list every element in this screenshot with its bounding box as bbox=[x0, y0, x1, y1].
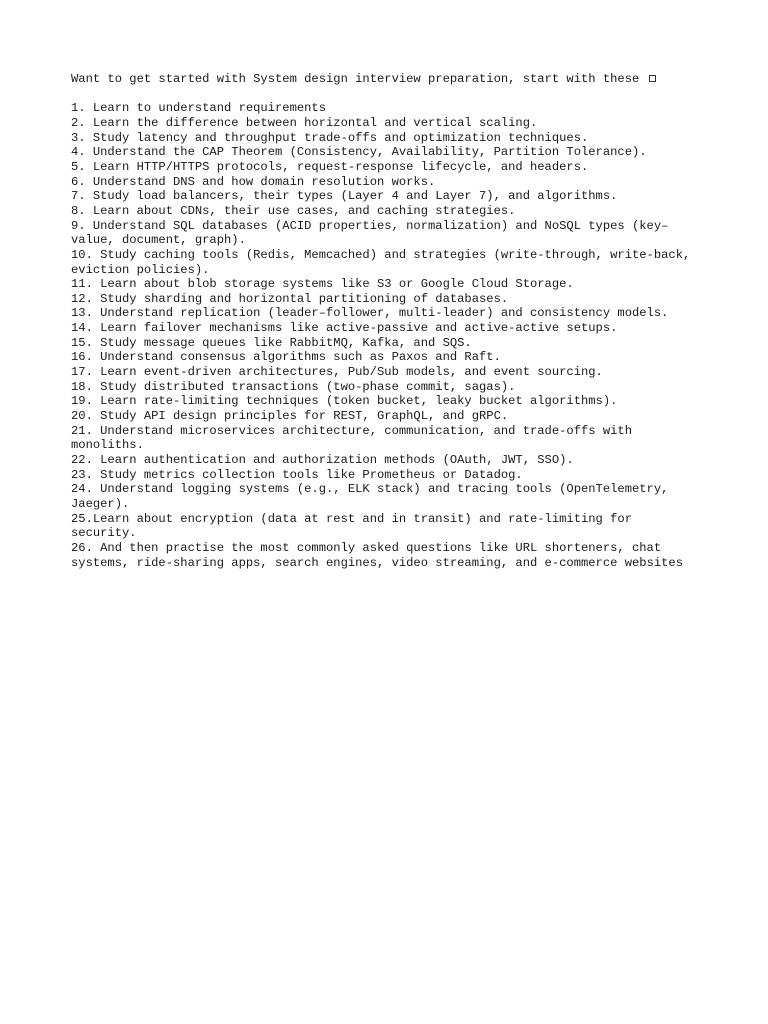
list-item: 9. Understand SQL databases (ACID properties, normalization) and NoSQL types (key–value, document, graph). bbox=[71, 218, 669, 248]
list-item: 26. And then practise the most commonly asked questions like URL shorteners, chat systems, ride-sharing apps, search engines, video streaming, and e-commerce websites bbox=[71, 540, 683, 570]
list-item: 25.Learn about encryption (data at rest and in transit) and rate-limiting for security. bbox=[71, 511, 632, 541]
list-item: 13. Understand replication (leader–follower, multi-leader) and consistency models. bbox=[71, 306, 669, 321]
list-item: 10. Study caching tools (Redis, Memcached) and strategies (write-through, write-back, eviction policies). bbox=[71, 247, 691, 277]
document-page bbox=[71, 72, 701, 570]
box-glyph-icon bbox=[649, 75, 656, 82]
list-item: 5. Learn HTTP/HTTPS protocols, request-response lifecycle, and headers. bbox=[71, 159, 589, 174]
list-item: 16. Understand consensus algorithms such as Paxos and Raft. bbox=[71, 350, 501, 365]
list-item: 8. Learn about CDNs, their use cases, and caching strategies. bbox=[71, 203, 516, 218]
list-item: 24. Understand logging systems (e.g., ELK stack) and tracing tools (OpenTelemetry, Jaeger). bbox=[71, 482, 669, 512]
list-item: 1. Learn to understand requirements bbox=[71, 101, 326, 116]
list-item: 19. Learn rate-limiting techniques (token bucket, leaky bucket algorithms). bbox=[71, 394, 618, 409]
list-item: 12. Study sharding and horizontal partitioning of databases. bbox=[71, 291, 509, 306]
topic-list bbox=[71, 101, 701, 570]
list-item: 22. Learn authentication and authorization methods (OAuth, JWT, SSO). bbox=[71, 453, 574, 468]
list-item: 7. Study load balancers, their types (Layer 4 and Layer 7), and algorithms. bbox=[71, 189, 618, 204]
list-item: 2. Learn the difference between horizontal and vertical scaling. bbox=[71, 115, 538, 130]
list-item: 21. Understand microservices architecture, communication, and trade-offs with monoliths. bbox=[71, 423, 632, 453]
list-item: 18. Study distributed transactions (two-phase commit, sagas). bbox=[71, 379, 516, 394]
list-item: 20. Study API design principles for REST, GraphQL, and gRPC. bbox=[71, 409, 509, 424]
list-item: 4. Understand the CAP Theorem (Consistency, Availability, Partition Tolerance). bbox=[71, 145, 647, 160]
list-item: 6. Understand DNS and how domain resolution works. bbox=[71, 174, 436, 189]
intro-paragraph bbox=[71, 72, 701, 87]
list-item: 23. Study metrics collection tools like Prometheus or Datadog. bbox=[71, 467, 523, 482]
list-item: 11. Learn about blob storage systems like S3 or Google Cloud Storage. bbox=[71, 277, 574, 292]
list-item: 3. Study latency and throughput trade-offs and optimization techniques. bbox=[71, 130, 589, 145]
intro-text: Want to get started with System design interview preparation, start with these bbox=[71, 72, 640, 86]
list-item: 15. Study message queues like RabbitMQ, Kafka, and SQS. bbox=[71, 335, 472, 350]
list-item: 17. Learn event-driven architectures, Pub/Sub models, and event sourcing. bbox=[71, 365, 603, 380]
list-item: 14. Learn failover mechanisms like active-passive and active-active setups. bbox=[71, 321, 618, 336]
